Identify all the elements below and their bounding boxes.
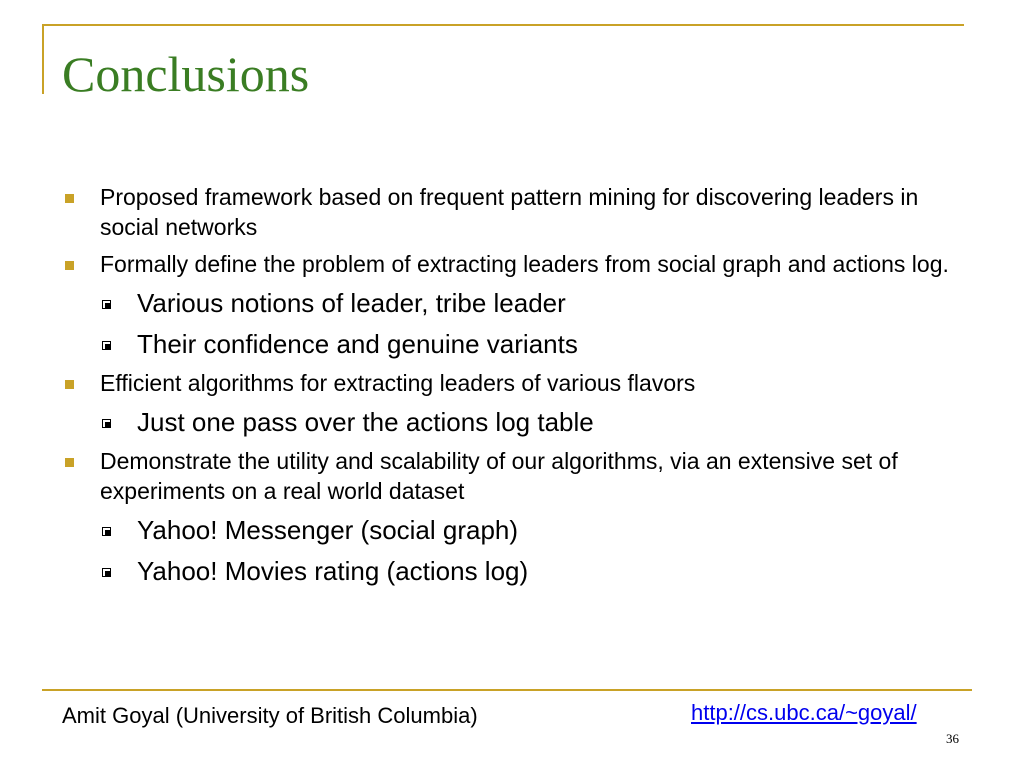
hollow-square-bullet-icon <box>102 419 111 428</box>
sub-bullet-text: Their confidence and genuine variants <box>137 329 578 359</box>
footer-author: Amit Goyal (University of British Columbia) <box>62 703 478 728</box>
bullet-text: Demonstrate the utility and scalability of our algorithms, via an extensive set of experiments on a real world dataset <box>100 448 898 504</box>
bullet-item <box>62 446 962 506</box>
sub-bullet-text: Yahoo! Movies rating (actions log) <box>137 556 529 586</box>
square-bullet-icon <box>65 261 74 270</box>
left-rule <box>42 24 44 94</box>
square-bullet-icon <box>65 194 74 203</box>
sub-bullet-text: Various notions of leader, tribe leader <box>137 288 566 318</box>
sub-bullet-item <box>62 286 962 320</box>
slide-title: Conclusions <box>62 46 310 102</box>
hollow-square-bullet-icon <box>102 527 111 536</box>
hollow-square-bullet-icon <box>102 341 111 350</box>
bullet-text: Proposed framework based on frequent pattern mining for discovering leaders in social networks <box>100 184 919 240</box>
square-bullet-icon <box>65 380 74 389</box>
top-rule <box>42 24 964 26</box>
page-number: 36 <box>946 731 959 746</box>
sub-bullet-item <box>62 554 962 588</box>
square-bullet-icon <box>65 458 74 467</box>
hollow-square-bullet-icon <box>102 568 111 577</box>
bullet-text: Efficient algorithms for extracting leaders of various flavors <box>100 370 696 396</box>
bullet-item <box>62 182 962 242</box>
sub-bullet-item <box>62 327 962 361</box>
hollow-square-bullet-icon <box>102 300 111 309</box>
bullet-list <box>62 182 962 595</box>
sub-bullet-item <box>62 513 962 547</box>
sub-bullet-text: Just one pass over the actions log table <box>137 407 594 437</box>
bullet-text: Formally define the problem of extracting leaders from social graph and actions log. <box>100 251 949 277</box>
bottom-rule <box>42 689 972 691</box>
sub-bullet-text: Yahoo! Messenger (social graph) <box>137 515 519 545</box>
bullet-item <box>62 249 962 279</box>
bullet-item <box>62 368 962 398</box>
homepage-link[interactable]: http://cs.ubc.ca/~goyal/ <box>691 700 917 725</box>
sub-bullet-item <box>62 405 962 439</box>
